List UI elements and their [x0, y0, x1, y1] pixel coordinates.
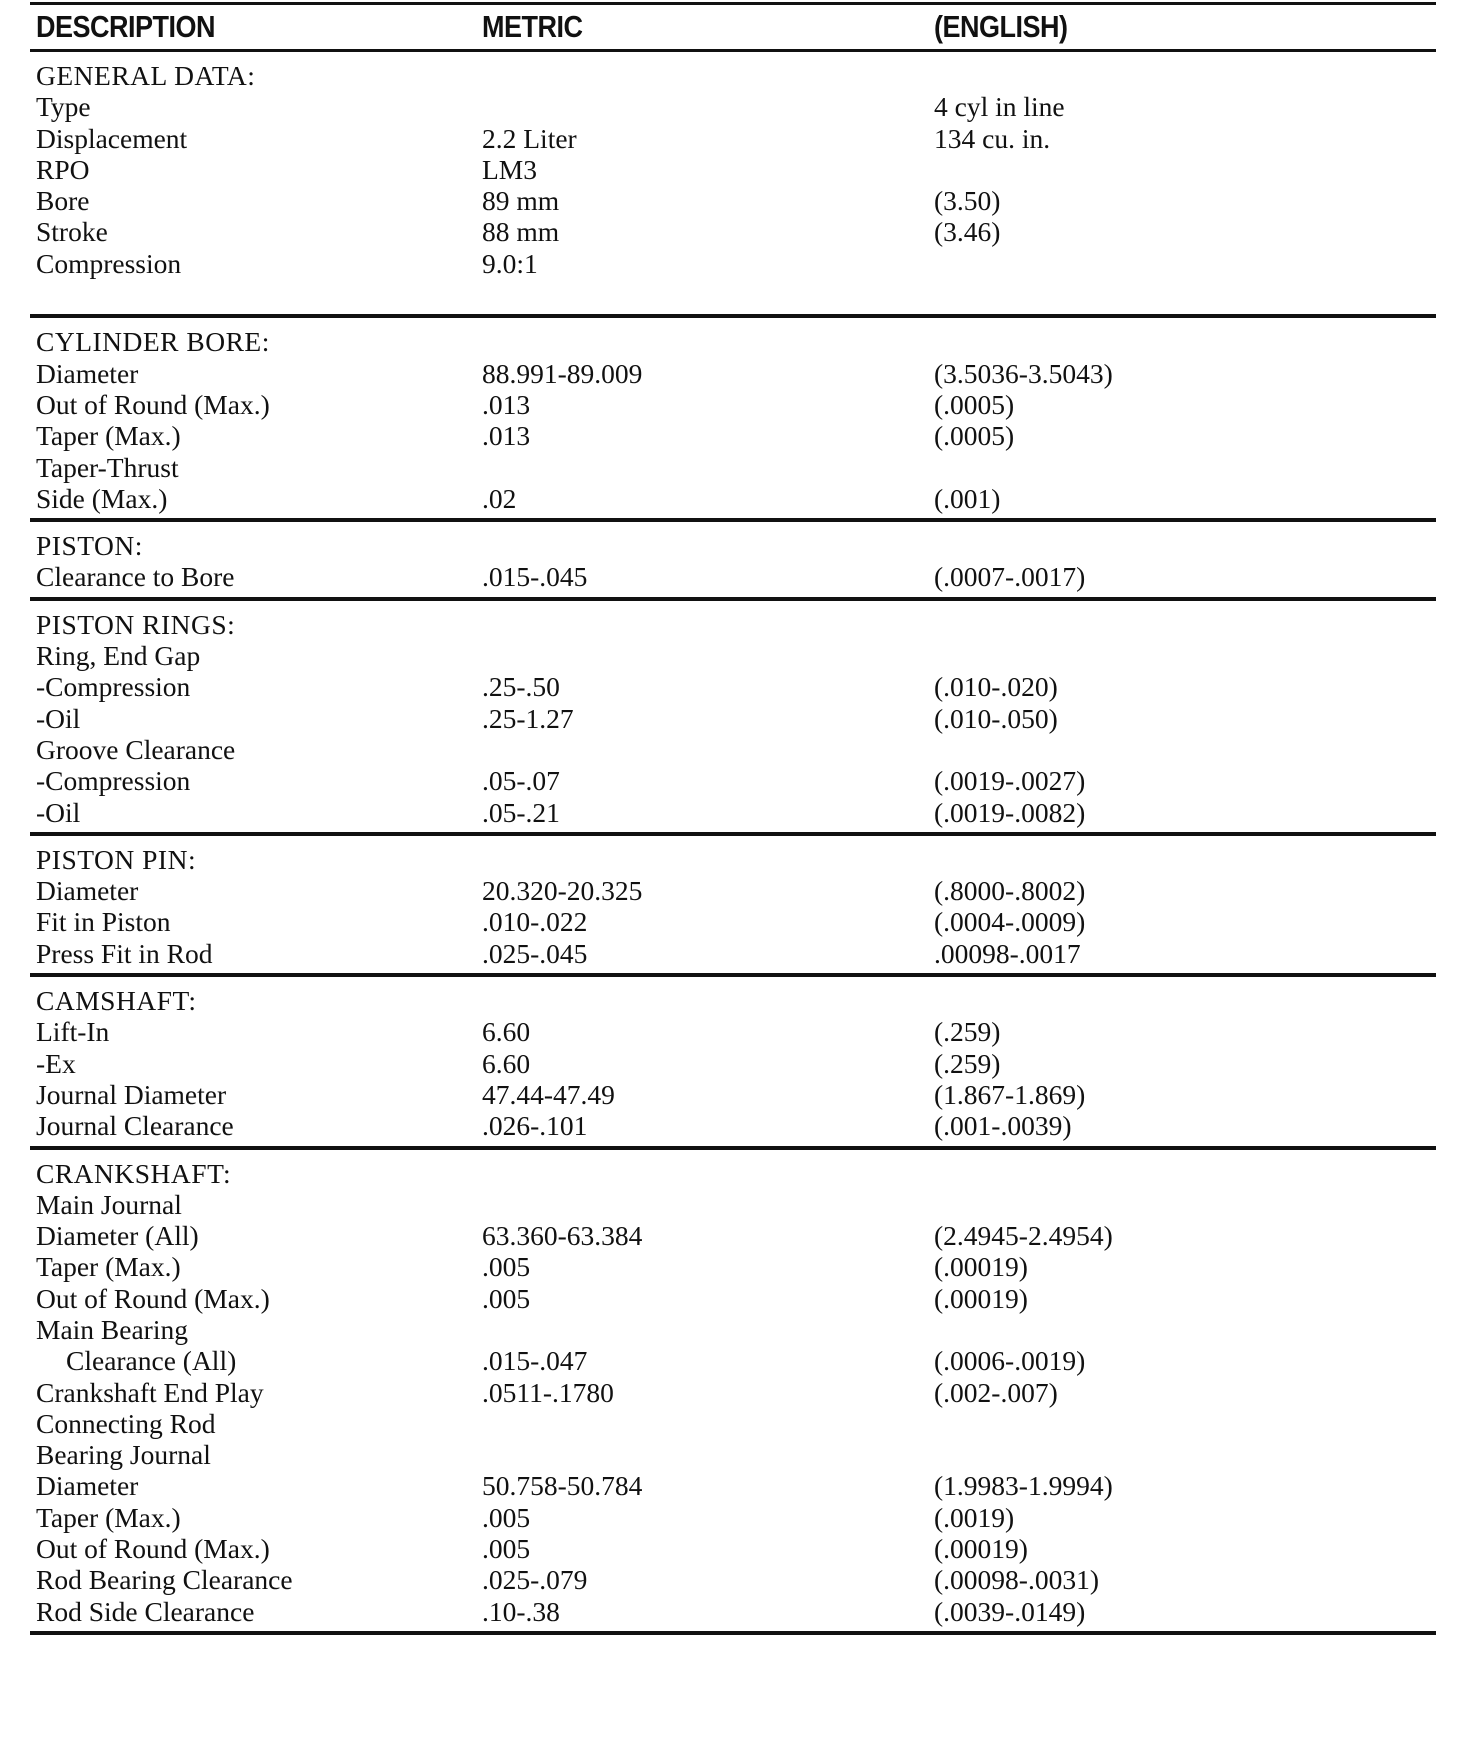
row-english-value: (3.5036-3.5043): [934, 357, 1113, 389]
spec-row: [30, 906, 1436, 937]
row-metric-value: 6.60: [482, 1047, 531, 1079]
spec-row: [30, 734, 1436, 765]
spec-row: [30, 216, 1436, 247]
row-english-value: (.0039-.0149): [934, 1595, 1086, 1627]
spacer: [30, 279, 1436, 310]
row-english-value: (.259): [934, 1047, 1001, 1079]
spec-row: [30, 797, 1436, 828]
row-english-value: (.002-.007): [934, 1376, 1058, 1408]
spec-row: [30, 1016, 1436, 1047]
row-english-value: [934, 1189, 1436, 1220]
row-metric-value: [482, 452, 934, 483]
row-description: Fit in Piston: [36, 906, 171, 938]
spec-row: [30, 1345, 1436, 1376]
row-english-value: [934, 640, 1436, 671]
section-title: [30, 326, 1436, 357]
row-description: Clearance (All): [66, 1345, 237, 1377]
row-english-value: (.001-.0039): [934, 1110, 1072, 1142]
row-metric-value: 50.758-50.784: [482, 1470, 643, 1502]
spec-row: [30, 703, 1436, 734]
row-metric-value: 88.991-89.009: [482, 357, 643, 389]
section-title-text: PISTON PIN:: [36, 843, 197, 875]
spec-section: [30, 318, 1436, 522]
spec-section: [30, 977, 1436, 1149]
spec-row: [30, 1251, 1436, 1282]
row-metric-value: .010-.022: [482, 906, 588, 938]
row-metric-value: [482, 1314, 934, 1345]
section-rule: [30, 1631, 1436, 1635]
spec-row: [30, 452, 1436, 483]
row-metric-value: .013: [482, 420, 531, 452]
row-metric-value: .025-.045: [482, 937, 588, 969]
row-description: -Oil: [36, 796, 81, 828]
row-english-value: [934, 734, 1436, 765]
row-description: -Ex: [36, 1047, 76, 1079]
row-metric-value: [482, 1189, 934, 1220]
row-description: Diameter: [36, 875, 139, 907]
column-header-row: [30, 2, 1436, 51]
section-title-text: CAMSHAFT:: [36, 985, 197, 1017]
row-description: Diameter (All): [36, 1220, 199, 1252]
row-metric-value: .05-.07: [482, 765, 560, 797]
row-metric-value: .10-.38: [482, 1595, 560, 1627]
row-metric-value: .025-.079: [482, 1564, 588, 1596]
row-description: -Compression: [36, 765, 191, 797]
row-description: Connecting Rod: [36, 1407, 216, 1439]
row-english-value: (.010-.020): [934, 671, 1058, 703]
spec-row: [30, 640, 1436, 671]
row-metric-value: .013: [482, 388, 531, 420]
row-english-value: (.8000-.8002): [934, 875, 1086, 907]
row-metric-value: [482, 734, 934, 765]
row-english-value: (1.867-1.869): [934, 1078, 1086, 1110]
spec-row: [30, 1377, 1436, 1408]
spec-row: [30, 1220, 1436, 1251]
spec-row: [30, 1439, 1436, 1470]
spec-section: [30, 601, 1436, 836]
spec-section: [30, 836, 1436, 977]
row-english-value: 134 cu. in.: [934, 122, 1051, 154]
row-metric-value: .015-.045: [482, 561, 588, 593]
row-description: Type: [36, 91, 91, 123]
spec-row: [30, 248, 1436, 279]
row-metric-value: [482, 640, 934, 671]
row-metric-value: .005: [482, 1533, 531, 1565]
row-english-value: (.0006-.0019): [934, 1345, 1086, 1377]
spec-row: [30, 1283, 1436, 1314]
row-english-value: (.259): [934, 1016, 1001, 1048]
row-english-value: (.010-.050): [934, 702, 1058, 734]
row-description: Bearing Journal: [36, 1439, 211, 1471]
row-description: Taper (Max.): [36, 1251, 181, 1283]
row-english-value: (.00019): [934, 1251, 1028, 1283]
section-title-text: GENERAL DATA:: [36, 60, 256, 91]
row-description: Press Fit in Rod: [36, 937, 213, 969]
row-description: Compression: [36, 247, 182, 279]
spec-section: [30, 52, 1436, 318]
row-description: Lift-In: [36, 1016, 110, 1048]
row-metric-value: [482, 91, 934, 122]
row-description: Bore: [36, 185, 90, 217]
row-description: Clearance to Bore: [36, 561, 235, 593]
row-description: Rod Bearing Clearance: [36, 1564, 293, 1596]
row-metric-value: [482, 1439, 934, 1470]
row-english-value: (.0005): [934, 420, 1015, 452]
row-english-value: [934, 1314, 1436, 1345]
row-english-value: 4 cyl in line: [934, 91, 1065, 123]
row-description: Taper-Thrust: [36, 451, 179, 483]
row-description: Ring, End Gap: [36, 640, 201, 672]
section-title-text: PISTON RINGS:: [36, 608, 236, 640]
section-title: [30, 985, 1436, 1016]
spec-row: [30, 154, 1436, 185]
row-description: Groove Clearance: [36, 733, 236, 765]
spec-sections: [30, 52, 1436, 1635]
spec-section: [30, 1150, 1436, 1635]
row-metric-value: 20.320-20.325: [482, 875, 643, 907]
spec-row: [30, 1189, 1436, 1220]
row-metric-value: 47.44-47.49: [482, 1078, 615, 1110]
row-description: -Oil: [36, 702, 81, 734]
row-metric-value: 2.2 Liter: [482, 122, 577, 154]
row-metric-value: 63.360-63.384: [482, 1220, 643, 1252]
row-english-value: (.0019): [934, 1501, 1015, 1533]
spec-row: [30, 765, 1436, 796]
spec-section: [30, 522, 1436, 601]
row-metric-value: .005: [482, 1501, 531, 1533]
spec-row: [30, 1596, 1436, 1627]
spec-row: [30, 1110, 1436, 1141]
header-english: (ENGLISH): [934, 9, 1068, 44]
spec-row: [30, 185, 1436, 216]
section-title: [30, 530, 1436, 561]
section-title-text: PISTON:: [36, 530, 143, 562]
section-title: [30, 1158, 1436, 1189]
row-description: Out of Round (Max.): [36, 1282, 270, 1314]
row-english-value: (1.9983-1.9994): [934, 1470, 1113, 1502]
row-description: Displacement: [36, 122, 188, 154]
row-description: Taper (Max.): [36, 1501, 181, 1533]
row-english-value: (3.46): [934, 216, 1001, 248]
spec-row: [30, 1408, 1436, 1439]
spec-row: [30, 358, 1436, 389]
spec-row: [30, 875, 1436, 906]
spec-sheet: [30, 2, 1436, 1635]
row-english-value: .00098-.0017: [934, 937, 1081, 969]
row-metric-value: .005: [482, 1251, 531, 1283]
row-english-value: (.0005): [934, 388, 1015, 420]
header-description: DESCRIPTION: [36, 9, 216, 44]
spec-row: [30, 1079, 1436, 1110]
row-english-value: (.0007-.0017): [934, 561, 1086, 593]
row-english-value: (.00019): [934, 1282, 1028, 1314]
row-english-value: [934, 1439, 1436, 1470]
row-description: Out of Round (Max.): [36, 388, 270, 420]
section-title: [30, 60, 1436, 91]
row-description: Journal Clearance: [36, 1110, 234, 1142]
spec-row: [30, 483, 1436, 514]
row-description: Crankshaft End Play: [36, 1376, 264, 1408]
row-english-value: [934, 1408, 1436, 1439]
row-description: Stroke: [36, 216, 108, 248]
spec-row: [30, 420, 1436, 451]
row-description: Diameter: [36, 1470, 139, 1502]
row-description: Side (Max.): [36, 482, 168, 514]
spec-row: [30, 671, 1436, 702]
row-metric-value: .0511-.1780: [482, 1376, 614, 1408]
spec-row: [30, 561, 1436, 592]
row-metric-value: .026-.101: [482, 1110, 588, 1142]
header-metric: METRIC: [482, 9, 583, 44]
spec-row: [30, 1564, 1436, 1595]
row-metric-value: 9.0:1: [482, 247, 538, 279]
row-metric-value: .25-1.27: [482, 702, 574, 734]
spec-row: [30, 91, 1436, 122]
row-english-value: [934, 452, 1436, 483]
row-english-value: (.001): [934, 482, 1001, 514]
row-english-value: (.0019-.0027): [934, 765, 1086, 797]
row-metric-value: .05-.21: [482, 796, 560, 828]
section-title: [30, 609, 1436, 640]
row-metric-value: .005: [482, 1282, 531, 1314]
spec-row: [30, 1502, 1436, 1533]
row-metric-value: 88 mm: [482, 216, 560, 248]
spec-row: [30, 1533, 1436, 1564]
row-metric-value: 6.60: [482, 1016, 531, 1048]
section-title-text: CRANKSHAFT:: [36, 1157, 232, 1189]
section-title: [30, 844, 1436, 875]
spec-row: [30, 1048, 1436, 1079]
row-description: Main Bearing: [36, 1313, 188, 1345]
spec-row: [30, 1470, 1436, 1501]
row-english-value: (.00098-.0031): [934, 1564, 1099, 1596]
row-description: Out of Round (Max.): [36, 1533, 270, 1565]
row-metric-value: [482, 1408, 934, 1439]
row-description: Main Journal: [36, 1188, 182, 1220]
row-english-value: [934, 248, 1436, 279]
row-english-value: (3.50): [934, 185, 1001, 217]
row-english-value: [934, 154, 1436, 185]
spec-row: [30, 1314, 1436, 1345]
row-english-value: (2.4945-2.4954): [934, 1220, 1113, 1252]
spec-row: [30, 938, 1436, 969]
row-english-value: (.0019-.0082): [934, 796, 1086, 828]
row-description: Diameter: [36, 357, 139, 389]
section-title-text: CYLINDER BORE:: [36, 326, 270, 358]
spec-row: [30, 123, 1436, 154]
row-description: Rod Side Clearance: [36, 1595, 255, 1627]
row-description: Journal Diameter: [36, 1078, 227, 1110]
row-metric-value: .02: [482, 482, 517, 514]
row-metric-value: .25-.50: [482, 671, 560, 703]
row-english-value: (.00019): [934, 1533, 1028, 1565]
row-metric-value: LM3: [482, 153, 537, 185]
row-description: -Compression: [36, 671, 191, 703]
row-metric-value: 89 mm: [482, 185, 560, 217]
row-metric-value: .015-.047: [482, 1345, 588, 1377]
row-description: Taper (Max.): [36, 420, 181, 452]
row-english-value: (.0004-.0009): [934, 906, 1086, 938]
spec-row: [30, 389, 1436, 420]
row-description: RPO: [36, 153, 90, 185]
